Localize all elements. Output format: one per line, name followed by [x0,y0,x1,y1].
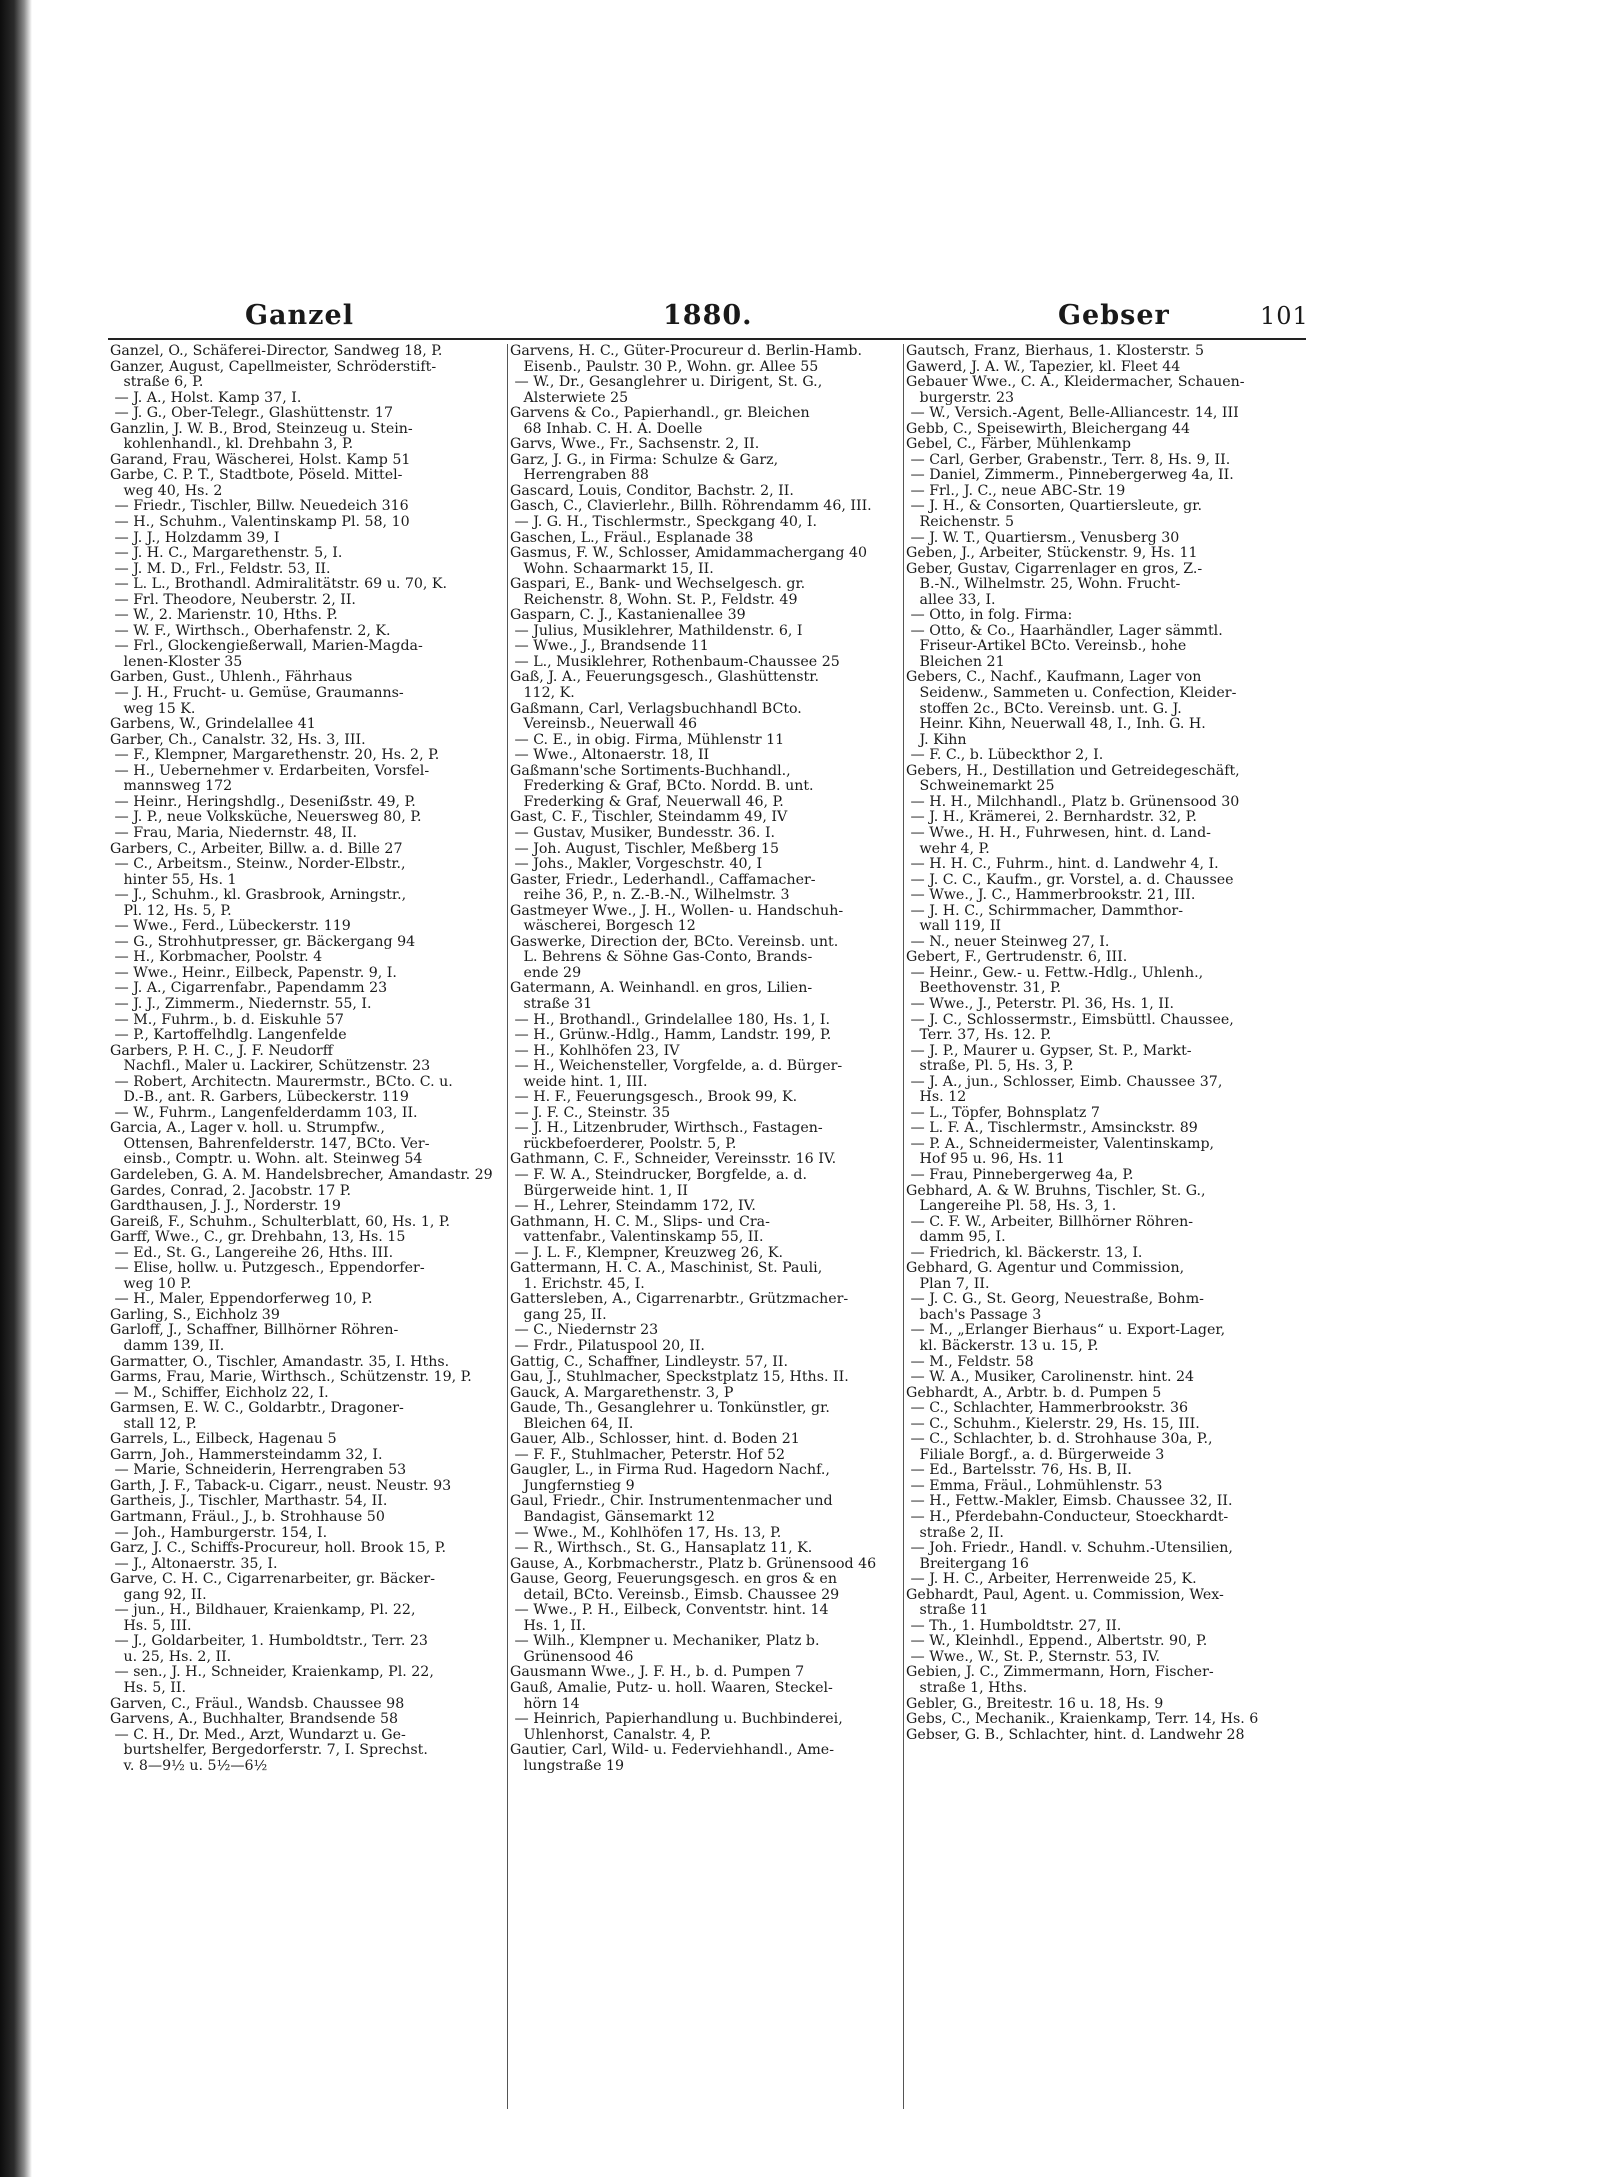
directory-entry-line: — L. F. A., Tischlermstr., Amsinckstr. 89 [906,1120,1198,1137]
directory-entry-line: Gauck, A. Margarethenstr. 3, P [510,1384,734,1401]
directory-entry-line: — J. H. C., Schirmmacher, Dammthor- [906,902,1183,919]
directory-entry-line: Wohn. Schaarmarkt 15, II. [510,560,714,577]
directory-entry-line: — Ed., Bartelsstr. 76, Hs. B, II. [906,1462,1132,1479]
directory-entry-line: — Wilh., Klempner u. Mechaniker, Platz b. [510,1633,820,1650]
directory-entry-line: Garvens, H. C., Güter-Procureur d. Berlin-Hamb. [510,344,862,359]
directory-entry-line: — F. W. A., Steindrucker, Borgfelde, a. d. [510,1166,808,1183]
directory-entry-line: Garve, C. H. C., Cigarrenarbeiter, gr. Bäcker- [110,1571,435,1588]
directory-entry-line: Gebs, C., Mechanik., Kraienkamp, Terr. 14, Hs. 6 [906,1711,1259,1728]
header-rule [108,338,1306,340]
directory-entry-line: — C. H., Dr. Med., Arzt, Wundarzt u. Ge- [110,1726,406,1743]
directory-entry-line: — jun., H., Bildhauer, Kraienkamp, Pl. 22, [110,1602,416,1619]
directory-entry-line: Gattersleben, A., Cigarrenarbtr., Grützmacher- [510,1291,849,1308]
directory-entry-line: hinter 55, Hs. 1 [110,871,237,888]
directory-entry-line: Garbe, C. P. T., Stadtbote, Pöseld. Mittel- [110,467,403,484]
directory-entry-line: — Carl, Gerber, Grabenstr., Terr. 8, Hs. 9, II. [906,451,1231,468]
directory-entry-line: — Wwe., Heinr., Eilbeck, Papenstr. 9, I. [110,964,397,981]
directory-entry-line: — J. H., Frucht- u. Gemüse, Graumanns- [110,685,404,702]
directory-entry-line: — Julius, Musiklehrer, Mathildenstr. 6, I [510,622,803,639]
directory-entry-line: 68 Inhab. C. H. A. Doelle [510,420,703,437]
directory-entry-line: — H., Schuhm., Valentinskamp Pl. 58, 10 [110,514,410,531]
directory-entry-line: L. Behrens & Söhne Gas-Conto, Brands- [510,949,813,966]
directory-entry-line: — F. C., b. Lübeckthor 2, I. [906,747,1104,764]
directory-entry-line: — Robert, Architectn. Maurermstr., BCto. C. u. [110,1073,453,1090]
directory-entry-line: stall 12, P. [110,1415,197,1432]
directory-entry-line: D.-B., ant. R. Garbers, Lübeckerstr. 119 [110,1089,409,1106]
directory-entry-line: gang 92, II. [110,1586,207,1603]
directory-entry-line: Gartheis, J., Tischler, Marthastr. 54, II. [110,1493,388,1510]
directory-entry-line: Gardes, Conrad, 2. Jacobstr. 17 P. [110,1182,351,1199]
directory-entry-line: — Joh. August, Tischler, Meßberg 15 [510,840,780,857]
directory-entry-line: Nachfl., Maler u. Lackirer, Schützenstr. 23 [110,1058,431,1075]
directory-entry-line: — J. H., Litzenbruder, Wirthsch., Fastagen- [510,1120,823,1137]
directory-entry-line: Gebb, C., Speisewirth, Bleichergang 44 [906,420,1191,437]
directory-entry-line: Gaßmann'sche Sortiments-Buchhandl., [510,762,791,779]
directory-entry-line: Gathmann, H. C. M., Slips- und Cra- [510,1213,770,1230]
directory-entry-line: v. 8—9½ u. 5½—6½ [110,1757,268,1774]
directory-entry-line: 1. Erichstr. 45, I. [510,1275,645,1292]
directory-entry-line: — H., Pferdebahn-Conducteur, Stoeckhardt- [906,1509,1229,1526]
directory-entry-line: Gawerd, J. A. W., Tapezier, kl. Fleet 44 [906,358,1181,375]
directory-entry-line: — J. C. G., St. Georg, Neuestraße, Bohm- [906,1291,1204,1308]
directory-entry-line: — M., Schiffer, Eichholz 22, I. [110,1384,329,1401]
directory-entry-line: stoffen 2c., BCto. Vereinsb. unt. G. J. [906,700,1182,717]
directory-entry-line: Garvens, A., Buchhalter, Brandsende 58 [110,1711,399,1728]
directory-entry-line: — J. H. C., Margarethenstr. 5, I. [110,545,343,562]
directory-entry-line: damm 139, II. [110,1338,225,1354]
directory-entry-line: — P. A., Schneidermeister, Valentinskamp, [906,1135,1215,1152]
directory-entry-line: Heinr. Kihn, Neuerwall 48, I., Inh. G. H. [906,716,1206,733]
directory-entry-line: Hs. 12 [906,1089,967,1106]
directory-entry-line: gang 25, II. [510,1306,607,1323]
directory-entry-line: — H. H., Milchhandl., Platz b. Grünensood 30 [906,793,1240,810]
directory-entry-line: — J. G. H., Tischlermstr., Speckgang 40, I. [510,514,818,531]
directory-entry-line: wall 119, II [906,918,1002,935]
directory-column-2 [510,344,908,2104]
directory-entry-line: — W., Fuhrm., Langenfelderdamm 103, II. [110,1104,418,1121]
directory-entry-line: straße 2, II. [906,1524,1004,1541]
directory-entry-line: Beethovenstr. 31, P. [906,980,1062,997]
directory-entry-line: Frederking & Graf, BCto. Nordd. B. unt. [510,778,814,795]
directory-entry-line: einsb., Comptr. u. Wohn. alt. Steinweg 54 [110,1151,423,1168]
directory-entry-line: Gastmeyer Wwe., J. H., Wollen- u. Handschuh- [510,902,844,919]
running-head-last-entry: Gebser [1058,300,1170,331]
directory-entry-line: Geben, J., Arbeiter, Stückenstr. 9, Hs. 11 [906,545,1198,562]
directory-entry-line: — F., Klempner, Margarethenstr. 20, Hs. 2, P. [110,747,440,764]
page-number: 101 [1260,302,1309,330]
directory-entry-line: — Wwe., P. H., Eilbeck, Conventstr. hint. 14 [510,1602,829,1619]
directory-entry-line: — Wwe., Altonaerstr. 18, II [510,747,710,764]
directory-entry-line: Gathmann, C. F., Schneider, Vereinsstr. 16 IV. [510,1151,837,1168]
directory-entry-line: — C. F. W., Arbeiter, Billhörner Röhren- [906,1213,1194,1230]
directory-entry-line: allee 33, I. [906,591,996,608]
directory-entry-line: Bandagist, Gänsemarkt 12 [510,1509,715,1526]
directory-entry-line: — M., „Erlanger Bierhaus“ u. Export-Lager, [906,1322,1226,1339]
directory-entry-line: — Wwe., J., Brandsende 11 [510,638,709,655]
directory-entry-line: — J. H., & Consorten, Quartiersleute, gr. [906,498,1202,515]
directory-entry-line: bach's Passage 3 [906,1306,1042,1323]
directory-entry-line: — W., Kleinhdl., Eppend., Albertstr. 90, P. [906,1633,1208,1650]
directory-entry-line: — C., Schuhm., Kielerstr. 29, Hs. 15, III. [906,1415,1200,1432]
directory-entry-line: — H., Fettw.-Makler, Eimsb. Chaussee 32, II. [906,1493,1233,1510]
directory-entry-line: — J. C. C., Kaufm., gr. Vorstel, a. d. Chaussee [906,871,1234,888]
directory-entry-line: — Wwe., W., St. P., Sternstr. 53, IV. [906,1648,1161,1665]
directory-entry-line: — H. F., Feuerungsgesch., Brook 99, K. [510,1089,798,1106]
directory-entry-line: Gardthausen, J. J., Norderstr. 19 [110,1198,341,1215]
directory-entry-line: detail, BCto. Vereinsb., Eimsb. Chaussee 29 [510,1586,840,1603]
directory-entry-line: straße, Pl. 5, Hs. 3, P. [906,1058,1074,1075]
directory-entry-line: — H., Uebernehmer v. Erdarbeiten, Vorsfel- [110,762,430,779]
directory-entry-line: Hof 95 u. 96, Hs. 11 [906,1151,1065,1168]
directory-entry-line: straße 31 [510,995,593,1012]
directory-entry-line: — L., Musiklehrer, Rothenbaum-Chaussee 25 [510,653,840,670]
directory-entry-line: weg 10 P. [110,1275,192,1292]
directory-entry-line: damm 95, I. [906,1229,1006,1246]
directory-entry-line: — H., Lehrer, Steindamm 172, IV. [510,1198,756,1215]
directory-entry-line: Gaude, Th., Gesanglehrer u. Tonkünstler, gr. [510,1400,830,1417]
directory-entry-line: straße 6, P. [110,374,204,391]
directory-entry-line: Gebien, J. C., Zimmermann, Horn, Fischer- [906,1664,1214,1681]
directory-entry-line: — J. P., neue Volksküche, Neuersweg 80, P. [110,809,422,826]
directory-entry-line: — Friedr., Tischler, Billw. Neuedeich 316 [110,498,409,515]
directory-entry-line: — M., Fuhrm., b. d. Eiskuhle 57 [110,1011,344,1028]
directory-entry-line: Garand, Frau, Wäscherei, Holst. Kamp 51 [110,451,411,468]
directory-entry-line: Garvs, Wwe., Fr., Sachsenstr. 2, II. [510,436,760,453]
directory-entry-line: Garber, Ch., Canalstr. 32, Hs. 3, III. [110,731,366,748]
directory-entry-line: Gauer, Alb., Schlosser, hint. d. Boden 21 [510,1431,800,1448]
directory-entry-line: u. 25, Hs. 2, II. [110,1648,232,1665]
directory-entry-line: rückbefoerderer, Poolstr. 5, P. [510,1135,737,1152]
directory-entry-line: — J., Goldarbeiter, 1. Humboldtstr., Terr. 23 [110,1633,428,1650]
directory-entry-line: — Frl., Glockengießerwall, Marien-Magda- [110,638,423,655]
directory-entry-line: Gauß, Amalie, Putz- u. holl. Waaren, Steckel- [510,1680,833,1697]
directory-entry-line: Gebel, C., Färber, Mühlenkamp [906,436,1131,453]
directory-entry-line: Pl. 12, Hs. 5, P. [110,902,232,919]
directory-entry-line: Hs. 5, II. [110,1680,186,1697]
directory-entry-line: Garz, J. G., in Firma: Schulze & Garz, [510,451,779,468]
directory-entry-line: — G., Strohhutpresser, gr. Bäckergang 94 [110,933,416,950]
directory-entry-line: — Friedrich, kl. Bäckerstr. 13, I. [906,1244,1143,1261]
directory-entry-line: — H., Weichensteller, Vorgfelde, a. d. Bürger- [510,1058,843,1075]
directory-entry-line: hörn 14 [510,1695,580,1712]
directory-entry-line: Gaul, Friedr., Chir. Instrumentenmacher und [510,1493,833,1510]
directory-entry-line: Ganzer, August, Capellmeister, Schröderstift- [110,358,437,375]
directory-entry-line: — sen., J. H., Schneider, Kraienkamp, Pl. 22, [110,1664,434,1681]
directory-entry-line: — C., Schlachter, Hammerbrookstr. 36 [906,1400,1189,1417]
directory-entry-line: Friseur-Artikel BCto. Vereinsb., hohe [906,638,1187,655]
directory-entry-line: — Heinrich, Papierhandlung u. Buchbinderei, [510,1711,843,1728]
directory-entry-line: Garms, Frau, Marie, Wirthsch., Schützenstr. 19, P. [110,1369,472,1386]
directory-entry-line: — W., Versich.-Agent, Belle-Alliancestr. 14, III [906,405,1239,422]
directory-entry-line: Garmatter, O., Tischler, Amandastr. 35, I. Hths. [110,1353,450,1370]
directory-entry-line: — Frl. Theodore, Neuberstr. 2, II. [110,591,356,608]
directory-entry-line: wehr 4, P. [906,840,990,857]
directory-entry-line: straße 11 [906,1602,989,1619]
directory-entry-line: Hs. 1, II. [510,1617,586,1634]
directory-entry-line: — Marie, Schneiderin, Herrengraben 53 [110,1462,407,1479]
directory-entry-line: — Wwe., J., Peterstr. Pl. 36, Hs. 1, II. [906,995,1174,1012]
directory-entry-line: — H., Kohlhöfen 23, IV [510,1042,680,1059]
directory-entry-line: Bleichen 21 [906,653,1005,670]
directory-entry-line: Garrn, Joh., Hammersteindamm 32, I. [110,1446,383,1463]
directory-entry-line: — J. F. C., Steinstr. 35 [510,1104,671,1121]
directory-entry-line: Gebers, H., Destillation und Getreidegeschäft, [906,762,1240,779]
directory-entry-line: Langereihe Pl. 58, Hs. 3, 1. [906,1198,1117,1215]
directory-entry-line: — J. J., Holzdamm 39, I [110,529,280,546]
directory-entry-line: lenen-Kloster 35 [110,653,243,670]
directory-entry-line: lungstraße 19 [510,1757,625,1774]
directory-entry-line: Gau, J., Stuhlmacher, Speckstplatz 15, Hths. II. [510,1369,849,1386]
directory-entry-line: Garmsen, E. W. C., Goldarbtr., Dragoner- [110,1400,404,1417]
directory-entry-line: — C., Niedernstr 23 [510,1322,659,1339]
directory-entry-line: Garven, C., Fräul., Wandsb. Chaussee 98 [110,1695,405,1712]
directory-entry-line: Alsterwiete 25 [510,389,629,406]
directory-entry-line: Garff, Wwe., C., gr. Drehbahn, 13, Hs. 15 [110,1229,406,1246]
directory-entry-line: — J. W. T., Quartiersm., Venusberg 30 [906,529,1180,546]
directory-entry-line: Gasch, C., Clavierlehr., Billh. Röhrendamm 46, III. [510,498,872,515]
directory-entry-line: — J. J., Zimmerm., Niedernstr. 55, I. [110,995,372,1012]
directory-entry-line: Gartmann, Fräul., J., b. Strohhause 50 [110,1509,385,1526]
directory-entry-line: — J. A., Cigarrenfabr., Papendamm 23 [110,980,388,997]
directory-entry-line: — J., Schuhm., kl. Grasbrook, Arningstr., [110,887,407,904]
directory-entry-line: straße 1, Hths. [906,1680,1028,1697]
directory-entry-line: — Joh., Hamburgerstr. 154, I. [110,1524,328,1541]
scan-binding-shadow [0,0,32,2177]
directory-entry-line: Gebhard, G. Agentur und Commission, [906,1260,1185,1277]
directory-entry-line: — Wwe., J. C., Hammerbrookstr. 21, III. [906,887,1196,904]
directory-entry-line: Ganzel, O., Schäferei-Director, Sandweg 18, P. [110,344,443,359]
directory-entry-line: — Joh. Friedr., Handl. v. Schuhm.-Utensilien, [906,1540,1233,1557]
directory-entry-line: Gaster, Friedr., Lederhandl., Caffamacher- [510,871,816,888]
directory-entry-line: — J. G., Ober-Telegr., Glashüttenstr. 17 [110,405,393,422]
directory-entry-line: Gascard, Louis, Conditor, Bachstr. 2, II. [510,482,794,499]
directory-entry-line: — J. C., Schlossermstr., Eimsbüttl. Chaussee, [906,1011,1234,1028]
directory-entry-line: — Otto, & Co., Haarhändler, Lager sämmtl. [906,622,1223,639]
directory-entry-line: Reichenstr. 5 [906,514,1015,531]
directory-entry-line: Uhlenhorst, Canalstr. 4, P. [510,1726,712,1743]
directory-entry-line: Filiale Borgf., a. d. Bürgerweide 3 [906,1446,1165,1463]
directory-entry-line: — L., Töpfer, Bohnsplatz 7 [906,1104,1100,1121]
directory-entry-line: — L. L., Brothandl. Admiralitätstr. 69 u. 70, K. [110,576,448,593]
directory-entry-line: — M., Feldstr. 58 [906,1353,1034,1370]
directory-entry-line: — J. L. F., Klempner, Kreuzweg 26, K. [510,1244,783,1261]
directory-entry-line: Seidenw., Sammeten u. Confection, Kleider- [906,685,1237,702]
directory-entry-line: Gebauer Wwe., C. A., Kleidermacher, Schauen- [906,374,1245,391]
directory-entry-line: Garbens, W., Grindelallee 41 [110,716,316,733]
directory-entry-line: Garling, S., Eichholz 39 [110,1306,280,1323]
directory-entry-line: Garz, J. C., Schiffs-Procureur, holl. Brook 15, P. [110,1540,446,1557]
directory-entry-line: — J. P., Maurer u. Gypser, St. P., Markt- [906,1042,1192,1059]
directory-entry-line: Plan 7, II. [906,1275,990,1292]
directory-entry-line: Gaschen, L., Fräul., Esplanade 38 [510,529,754,546]
directory-entry-line: weg 15 K. [110,700,196,717]
directory-entry-line: Gattermann, H. C. A., Maschinist, St. Pauli, [510,1260,823,1277]
directory-entry-line: vattenfabr., Valentinskamp 55, II. [510,1229,764,1246]
directory-entry-line: — Wwe., H. H., Fuhrwesen, hint. d. Land- [906,824,1211,841]
directory-entry-line: — Otto, in folg. Firma: [906,607,1073,624]
directory-entry-line: — C., Schlachter, b. d. Strohhause 30a, P., [906,1431,1213,1448]
directory-entry-line: Hs. 5, III. [110,1617,192,1634]
directory-entry-line: — J., Altonaerstr. 35, I. [110,1555,278,1572]
directory-entry-line: Gebhardt, A., Arbtr. b. d. Pumpen 5 [906,1384,1162,1401]
directory-entry-line: — H., Maler, Eppendorferweg 10, P. [110,1291,373,1308]
directory-entry-line: — Th., 1. Humboldtstr. 27, II. [906,1617,1122,1634]
directory-entry-line: — Emma, Fräul., Lohmühlenstr. 53 [906,1477,1163,1494]
running-head-year: 1880. [663,300,753,331]
directory-entry-line: Gardeleben, G. A. M. Handelsbrecher, Amandastr. 29 [110,1166,493,1183]
directory-entry-line: — Frl., J. C., neue ABC-Str. 19 [906,482,1126,499]
directory-entry-line: Jungfernstieg 9 [510,1477,635,1494]
directory-column-3 [906,344,1304,2104]
directory-entry-line: — J. H., Krämerei, 2. Bernhardstr. 32, P. [906,809,1197,826]
directory-entry-line: Garvens & Co., Papierhandl., gr. Bleichen [510,405,810,422]
directory-entry-line: Gaswerke, Direction der, BCto. Vereinsb. unt. [510,933,839,950]
directory-entry-line: B.-N., Wilhelmstr. 25, Wohn. Frucht- [906,576,1181,593]
directory-entry-line: Gaß, J. A., Feuerungsgesch., Glashüttenstr. [510,669,819,686]
directory-entry-line: — N., neuer Steinweg 27, I. [906,933,1110,950]
directory-entry-line: Gasparn, C. J., Kastanienallee 39 [510,607,746,624]
directory-entry-line: Garcia, A., Lager v. holl. u. Strumpfw., [110,1120,385,1137]
directory-entry-line: Gebhardt, Paul, Agent. u. Commission, Wex- [906,1586,1224,1603]
directory-entry-line: weide hint. 1, III. [510,1073,648,1090]
directory-entry-line: — J. H. C., Arbeiter, Herrenweide 25, K. [906,1571,1197,1588]
directory-entry-line: wäscherei, Borgesch 12 [510,918,696,935]
directory-entry-line: burgerstr. 23 [906,389,1015,406]
directory-entry-line: — W., 2. Marienstr. 10, Hths. P. [110,607,338,624]
directory-entry-line: 112, K. [510,685,575,702]
directory-entry-line: Reichenstr. 8, Wohn. St. P., Feldstr. 49 [510,591,798,608]
directory-entry-line: — Frau, Maria, Niedernstr. 48, II. [110,824,357,841]
directory-entry-line: — W. A., Musiker, Carolinenstr. hint. 24 [906,1369,1195,1386]
directory-entry-line: Garloff, J., Schaffner, Billhörner Röhren- [110,1322,399,1339]
directory-entry-line: — Johs., Makler, Vorgeschstr. 40, I [510,856,763,873]
directory-entry-line: Geber, Gustav, Cigarrenlager en gros, Z.- [906,560,1203,577]
directory-entry-line: — H., Brothandl., Grindelallee 180, Hs. 1, I. [510,1011,831,1028]
directory-entry-line: — W., Dr., Gesanglehrer u. Dirigent, St. G., [510,374,823,391]
directory-entry-line: Ganzlin, J. W. B., Brod, Steinzeug u. Stein- [110,420,413,437]
directory-entry-line: Vereinsb., Neuerwall 46 [510,716,697,733]
directory-entry-line: Gautsch, Franz, Bierhaus, 1. Klosterstr. 5 [906,344,1205,359]
directory-entry-line: Gatermann, A. Weinhandl. en gros, Lilien- [510,980,813,997]
directory-entry-line: Bleichen 64, II. [510,1415,634,1432]
directory-entry-line: Gebler, G., Breitestr. 16 u. 18, Hs. 9 [906,1695,1164,1712]
directory-entry-line: — H., Grünw.-Hdlg., Hamm, Landstr. 199, P. [510,1027,832,1044]
directory-entry-line: — H., Korbmacher, Poolstr. 4 [110,949,323,966]
directory-entry-line: Gareiß, F., Schuhm., Schulterblatt, 60, Hs. 1, P. [110,1213,451,1230]
directory-entry-line: kl. Bäckerstr. 13 u. 15, P. [906,1338,1099,1354]
directory-entry-line: Gausmann Wwe., J. F. H., b. d. Pumpen 7 [510,1664,805,1681]
directory-entry-line: Gast, C. F., Tischler, Steindamm 49, IV [510,809,788,826]
directory-entry-line: — P., Kartoffelhdlg. Langenfelde [110,1027,347,1044]
directory-entry-line: — Ed., St. G., Langereihe 26, Hths. III. [110,1244,394,1261]
directory-entry-line: Gebser, G. B., Schlachter, hint. d. Landwehr 28 [906,1726,1245,1743]
directory-entry-line: — R., Wirthsch., St. G., Hansaplatz 11, K. [510,1540,813,1557]
directory-entry-line: — Frdr., Pilatuspool 20, II. [510,1338,705,1354]
directory-entry-line: Breitergang 16 [906,1555,1029,1572]
directory-entry-line: Gaßmann, Carl, Verlagsbuchhandl BCto. [510,700,802,717]
directory-entry-line: — Wwe., Ferd., Lübeckerstr. 119 [110,918,351,935]
directory-entry-line: Gautier, Carl, Wild- u. Federviehhandl., Ame- [510,1742,834,1759]
directory-entry-line: — Daniel, Zimmerm., Pinnebergerweg 4a, II. [906,467,1234,484]
directory-entry-line: — J. A., jun., Schlosser, Eimb. Chaussee 37, [906,1073,1223,1090]
directory-entry-line: Garben, Gust., Uhlenh., Fährhaus [110,669,353,686]
directory-entry-line: — W. F., Wirthsch., Oberhafenstr. 2, K. [110,622,391,639]
directory-entry-line: Gaspari, E., Bank- und Wechselgesch. gr. [510,576,806,593]
running-head-first-entry: Ganzel [245,300,354,331]
directory-entry-line: — C. E., in obig. Firma, Mühlenstr 11 [510,731,785,748]
directory-entry-line: Gasmus, F. W., Schlosser, Amidammachergang 40 [510,545,868,562]
directory-entry-line: Gebers, C., Nachf., Kaufmann, Lager von [906,669,1202,686]
directory-entry-line: — Wwe., M., Kohlhöfen 17, Hs. 13, P. [510,1524,782,1541]
directory-entry-line: Garrels, L., Eilbeck, Hagenau 5 [110,1431,337,1448]
directory-entry-line: Bürgerweide hint. 1, II [510,1182,688,1199]
directory-entry-line: weg 40, Hs. 2 [110,482,223,499]
directory-entry-line: — J. M. D., Frl., Feldstr. 53, II. [110,560,331,577]
directory-entry-line: Terr. 37, Hs. 12. P. [906,1027,1052,1044]
directory-entry-line: burtshelfer, Bergedorferstr. 7, I. Sprechst. [110,1742,428,1759]
directory-column-1 [110,344,508,2104]
directory-entry-line: Gaugler, L., in Firma Rud. Hagedorn Nachf., [510,1462,830,1479]
directory-entry-line: Schweinemarkt 25 [906,778,1055,795]
directory-entry-line: — Gustav, Musiker, Bundesstr. 36. I. [510,824,776,841]
directory-entry-line: — C., Arbeitsm., Steinw., Norder-Elbstr., [110,856,406,873]
directory-entry-line: Gause, A., Korbmacherstr., Platz b. Grünensood 46 [510,1555,877,1572]
directory-entry-line: kohlenhandl., kl. Drehbahn 3, P. [110,436,354,453]
directory-entry-line: mannsweg 172 [110,778,233,795]
directory-entry-line: Garbers, C., Arbeiter, Billw. a. d. Bille 27 [110,840,403,857]
directory-entry-line: — F. F., Stuhlmacher, Peterstr. Hof 52 [510,1446,786,1463]
directory-entry-line: J. Kihn [906,731,967,748]
directory-entry-line: Garth, J. F., Taback-u. Cigarr., neust. Neustr. 93 [110,1477,452,1494]
directory-entry-line: — Elise, hollw. u. Putzgesch., Eppendorfer- [110,1260,425,1277]
directory-entry-line: reihe 36, P., n. Z.-B.-N., Wilhelmstr. 3 [510,887,790,904]
directory-entry-line: Gause, Georg, Feuerungsgesch. en gros & en [510,1571,837,1588]
directory-entry-line: — H. H. C., Fuhrm., hint. d. Landwehr 4, I. [906,856,1219,873]
directory-entry-line: Gebert, F., Gertrudenstr. 6, III. [906,949,1128,966]
directory-entry-line: Eisenb., Paulstr. 30 P., Wohn. gr. Allee 55 [510,358,819,375]
directory-entry-line: Frederking & Graf, Neuerwall 46, P. [510,793,784,810]
directory-entry-line: Grünensood 46 [510,1648,634,1665]
directory-entry-line: Gebhard, A. & W. Bruhns, Tischler, St. G., [906,1182,1206,1199]
directory-entry-line: Herrengraben 88 [510,467,649,484]
directory-entry-line: — Frau, Pinnebergerweg 4a, P. [906,1166,1134,1183]
directory-entry-line: Ottensen, Bahrenfelderstr. 147, BCto. Ver- [110,1135,430,1152]
directory-entry-line: — J. A., Holst. Kamp 37, I. [110,389,302,406]
directory-entry-line: — Heinr., Heringshdlg., Deseniẞstr. 49, P. [110,793,416,810]
directory-entry-line: Gattig, C., Schaffner, Lindleystr. 57, II. [510,1353,788,1370]
directory-entry-line: ende 29 [510,964,582,981]
directory-entry-line: — Heinr., Gew.- u. Fettw.-Hdlg., Uhlenh., [906,964,1204,981]
directory-entry-line: Garbers, P. H. C., J. F. Neudorff [110,1042,333,1059]
